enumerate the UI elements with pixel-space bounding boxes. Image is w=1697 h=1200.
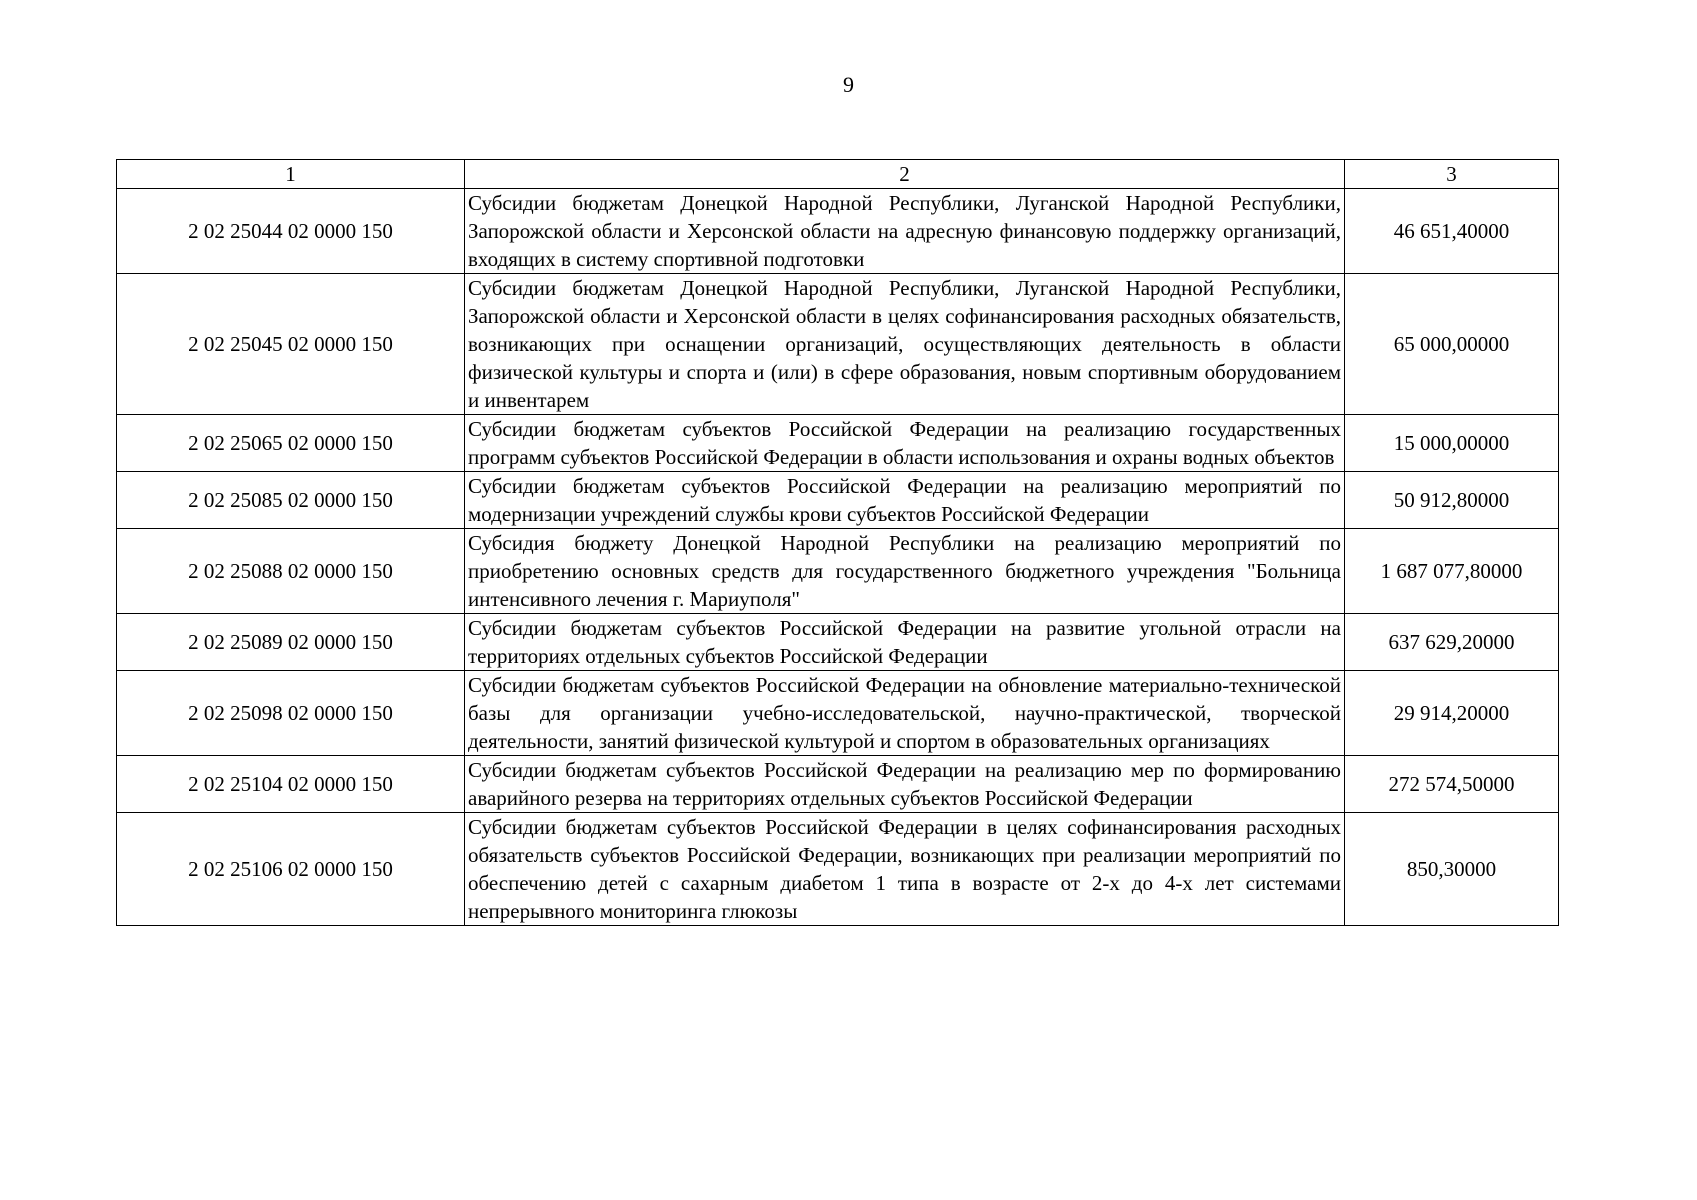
table-row xyxy=(117,671,1559,756)
revenue-description: Субсидия бюджету Донецкой Народной Республики на реализацию мероприятий по приобретению основных средств для государственного бюджетного учреждения "Больница интенсивного лечения г. Мариуполя" xyxy=(465,529,1345,614)
classification-code: 2 02 25088 02 0000 150 xyxy=(117,529,465,614)
classification-code: 2 02 25106 02 0000 150 xyxy=(117,813,465,926)
amount-value: 46 651,40000 xyxy=(1345,189,1559,274)
table-row xyxy=(117,614,1559,671)
revenue-description: Субсидии бюджетам субъектов Российской Федерации на развитие угольной отрасли на территориях отдельных субъектов Российской Федерации xyxy=(465,614,1345,671)
classification-code: 2 02 25045 02 0000 150 xyxy=(117,274,465,415)
table-row xyxy=(117,813,1559,926)
amount-value: 15 000,00000 xyxy=(1345,415,1559,472)
amount-value: 1 687 077,80000 xyxy=(1345,529,1559,614)
amount-value: 272 574,50000 xyxy=(1345,756,1559,813)
table-row xyxy=(117,189,1559,274)
table-row xyxy=(117,529,1559,614)
classification-code: 2 02 25065 02 0000 150 xyxy=(117,415,465,472)
classification-code: 2 02 25089 02 0000 150 xyxy=(117,614,465,671)
column-header-2: 2 xyxy=(465,160,1345,189)
table-row xyxy=(117,274,1559,415)
revenue-description: Субсидии бюджетам субъектов Российской Федерации в целях софинансирования расходных обязательств субъектов Российской Федерации, возникающих при реализации мероприятий по обеспечению детей с сахарным диабетом 1 типа в возрасте от 2-х до 4-х лет системами непрерывного мониторинга глюкозы xyxy=(465,813,1345,926)
classification-code: 2 02 25085 02 0000 150 xyxy=(117,472,465,529)
revenue-description: Субсидии бюджетам Донецкой Народной Республики, Луганской Народной Республики, Запорожской области и Херсонской области в целях софинансирования расходных обязательств, возникающих при оснащении организаций, осуществляющих деятельность в области физической культуры и спорта и (или) в сфере образования, новым спортивным оборудованием и инвентарем xyxy=(465,274,1345,415)
table-header xyxy=(117,160,1559,189)
header-row xyxy=(117,160,1559,189)
table-body xyxy=(117,189,1559,926)
amount-value: 65 000,00000 xyxy=(1345,274,1559,415)
table-row xyxy=(117,415,1559,472)
column-header-3: 3 xyxy=(1345,160,1559,189)
column-header-1: 1 xyxy=(117,160,465,189)
amount-value: 50 912,80000 xyxy=(1345,472,1559,529)
amount-value: 850,30000 xyxy=(1345,813,1559,926)
page-number: 9 xyxy=(843,72,854,97)
classification-code: 2 02 25098 02 0000 150 xyxy=(117,671,465,756)
amount-value: 637 629,20000 xyxy=(1345,614,1559,671)
revenue-description: Субсидии бюджетам субъектов Российской Федерации на реализацию государственных программ субъектов Российской Федерации в области использования и охраны водных объектов xyxy=(465,415,1345,472)
classification-code: 2 02 25044 02 0000 150 xyxy=(117,189,465,274)
revenue-description: Субсидии бюджетам субъектов Российской Федерации на обновление материально-технической базы для организации учебно-исследовательской, научно-практической, творческой деятельности, занятий физической культурой и спортом в образовательных организациях xyxy=(465,671,1345,756)
table-row xyxy=(117,756,1559,813)
amount-value: 29 914,20000 xyxy=(1345,671,1559,756)
classification-code: 2 02 25104 02 0000 150 xyxy=(117,756,465,813)
revenue-description: Субсидии бюджетам Донецкой Народной Республики, Луганской Народной Республики, Запорожской области и Херсонской области на адресную финансовую поддержку организаций, входящих в систему спортивной подготовки xyxy=(465,189,1345,274)
table-row xyxy=(117,472,1559,529)
revenue-description: Субсидии бюджетам субъектов Российской Федерации на реализацию мер по формированию аварийного резерва на территориях отдельных субъектов Российской Федерации xyxy=(465,756,1345,813)
revenue-description: Субсидии бюджетам субъектов Российской Федерации на реализацию мероприятий по модернизации учреждений службы крови субъектов Российской Федерации xyxy=(465,472,1345,529)
budget-table xyxy=(116,159,1559,926)
